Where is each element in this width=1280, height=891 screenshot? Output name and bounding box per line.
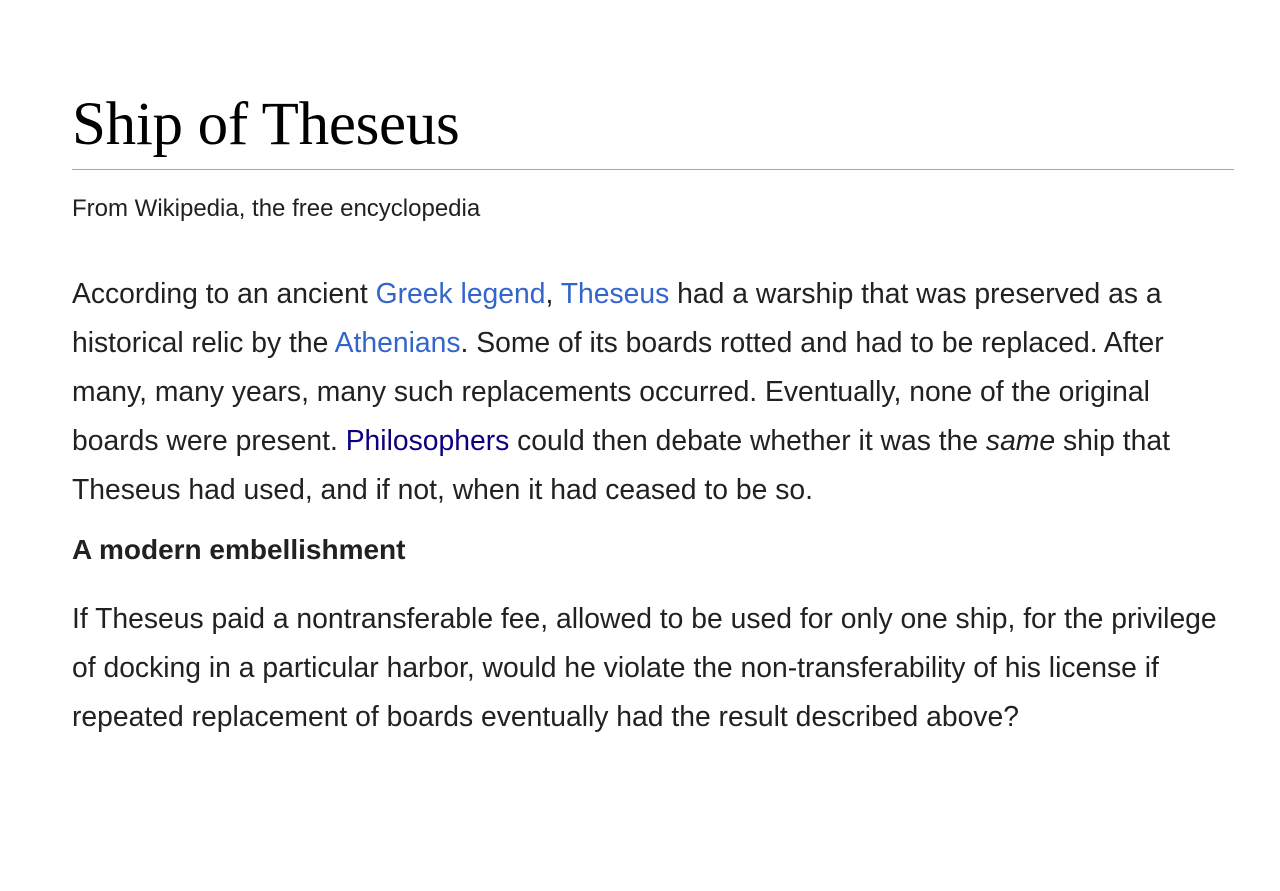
intro-text: . Some of its boards rotted and had to be replaced. After many, many years, many such replacements occurred. Eventually, none of the original boards were present. [72, 326, 1164, 456]
section-paragraph: If Theseus paid a nontransferable fee, allowed to be used for only one ship, for the privilege of docking in a particular harbor, would he violate the non-transferability of his license if repeated replacement of boards eventually had the result described above? [72, 602, 1217, 732]
intro-paragraph [72, 269, 1232, 514]
site-tagline: From Wikipedia, the free encyclopedia [72, 195, 481, 222]
greek-legend-link[interactable]: Greek legend [375, 277, 546, 309]
intro-text: could then debate whether it was the [509, 424, 986, 456]
page-title: Ship of Theseus [72, 0, 1234, 170]
intro-text: had a warship that was preserved as a historical relic by the [72, 277, 1162, 358]
athenians-link[interactable]: Athenians [334, 326, 461, 358]
philosophers-link[interactable]: Philosophers [345, 424, 510, 456]
article [72, 0, 1234, 741]
intro-text: ship that Theseus had used, and if not, when it had ceased to be so. [72, 424, 1170, 505]
section-heading: A modern embellishment [72, 534, 406, 565]
theseus-link[interactable]: Theseus [560, 277, 670, 309]
intro-text: , [545, 277, 561, 309]
intro-text: According to an ancient [72, 277, 376, 309]
emphasis-same: same [985, 424, 1056, 456]
